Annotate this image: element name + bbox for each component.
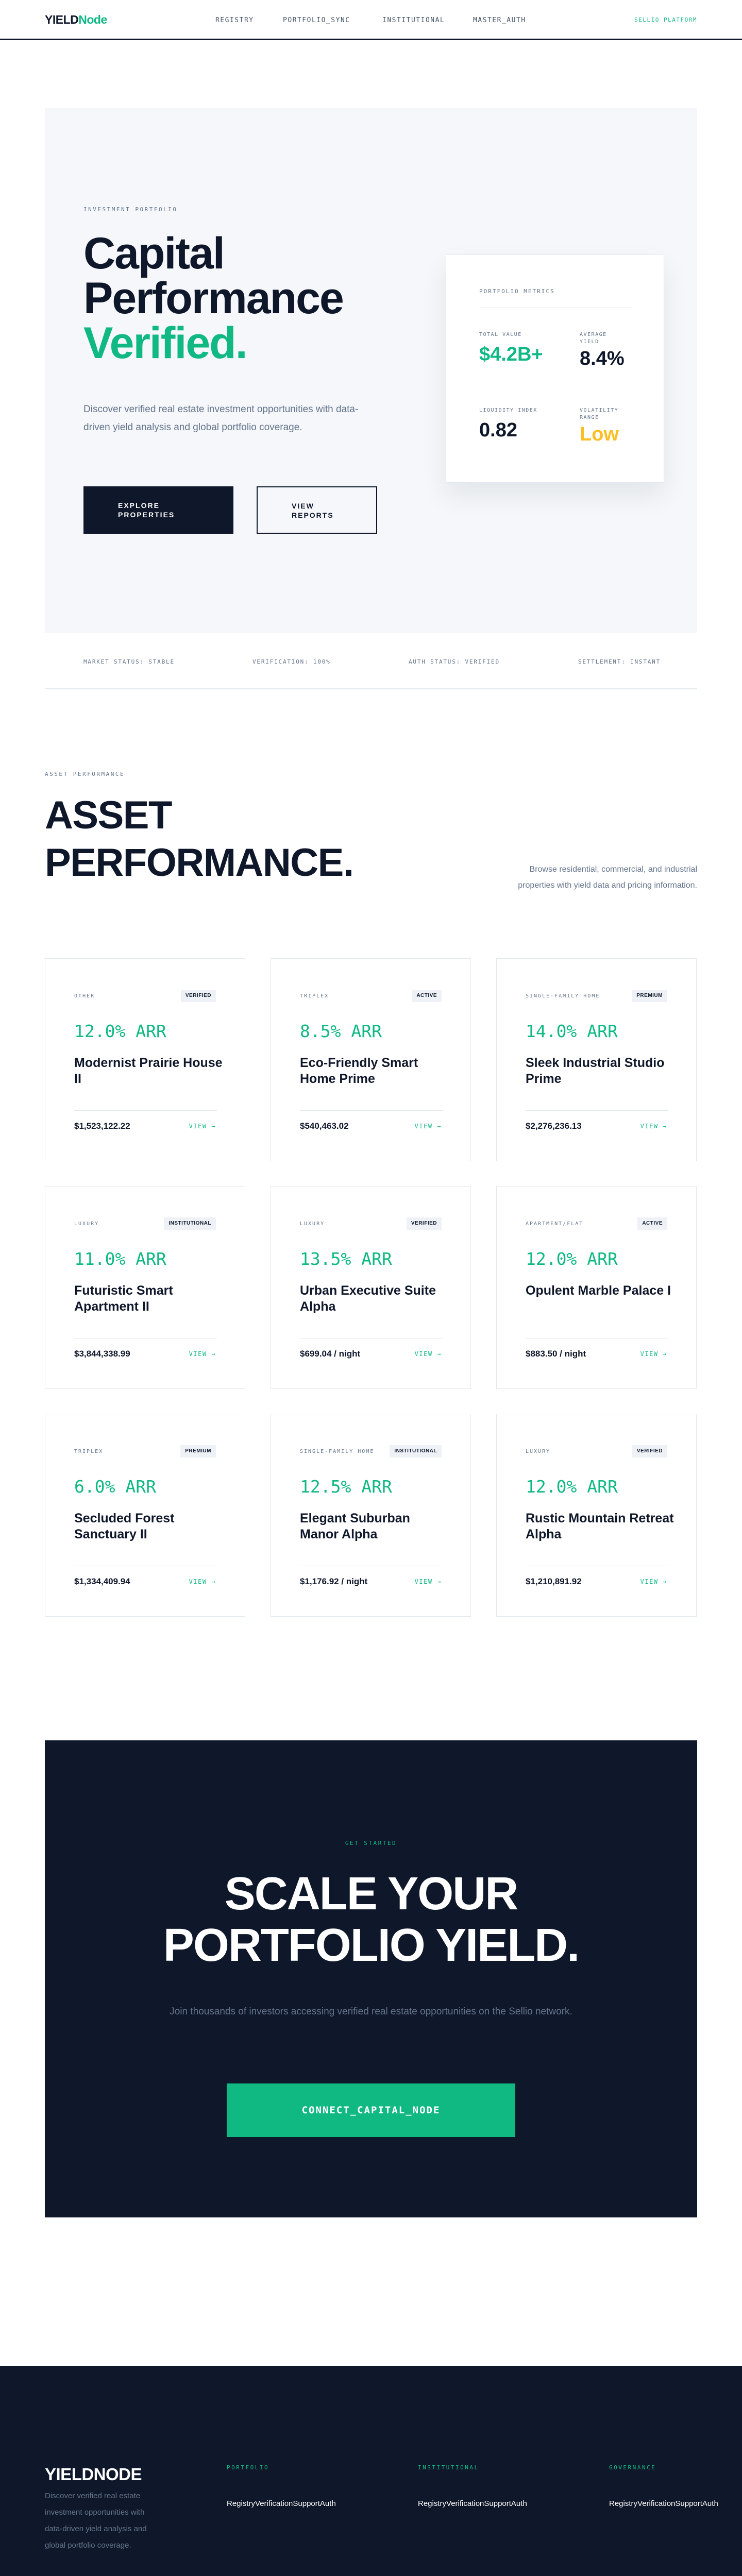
property-category: SINGLE-FAMILY HOME [526,993,600,999]
card-divider [300,1110,443,1111]
status-settlement: SETTLEMENT: INSTANT [578,658,661,665]
property-name: Sleek Industrial Studio Prime [526,1056,665,1086]
avg-yield: 8.4% [580,348,625,369]
status-bar [45,634,697,689]
avg-yield-label: AVERAGE YIELD [580,332,607,345]
status-badge: ACTIVE [412,990,442,1002]
property-arr: 14.0% ARR [526,1021,618,1041]
property-category: LUXURY [74,1221,99,1227]
property-name: Urban Executive Suite Alpha [300,1283,436,1314]
card-divider [526,1110,668,1111]
property-arr: 11.0% ARR [74,1249,166,1269]
property-price: $1,210,891.92 [526,1577,582,1586]
site-footer [0,2366,742,2576]
footer-links-institutional[interactable]: RegistryVerificationSupportAuth [418,2499,527,2508]
nav-registry[interactable]: REGISTRY [215,16,254,24]
logo[interactable]: YIELDNode [45,13,107,26]
property-card[interactable] [271,1414,471,1617]
status-badge: VERIFIED [181,990,216,1002]
property-name: Elegant Suburban Manor Alpha [300,1511,410,1541]
footer-heading-portfolio: PORTFOLIO [227,2464,269,2471]
nav-master-auth[interactable]: MASTER_AUTH [473,16,526,24]
property-card[interactable] [496,1414,697,1617]
status-badge: PREMIUM [632,990,667,1002]
property-category: APARTMENT/FLAT [526,1221,584,1227]
property-arr: 12.0% ARR [74,1021,166,1041]
view-property-link[interactable]: VIEW → [414,1123,442,1130]
view-property-link[interactable]: VIEW → [640,1123,667,1130]
hero-title: Capital Performance Verified. [83,229,343,368]
status-auth: AUTH STATUS: VERIFIED [409,658,500,665]
property-name: Opulent Marble Palace I [526,1283,671,1298]
hero-eyebrow: INVESTMENT PORTFOLIO [83,206,178,213]
volatility-value: Low [580,423,619,445]
header-platform-link[interactable]: SELLIO PLATFORM [634,16,697,23]
property-price: $540,463.02 [300,1121,349,1131]
property-price: $3,844,338.99 [74,1349,130,1359]
property-price: $1,176.92 / night [300,1577,368,1586]
property-arr: 13.5% ARR [300,1249,392,1269]
property-category: SINGLE-FAMILY HOME [300,1449,375,1454]
view-property-link[interactable]: VIEW → [189,1578,216,1585]
property-name: Secluded Forest Sanctuary II [74,1511,175,1541]
property-price: $699.04 / night [300,1349,361,1359]
nav-portfolio-sync[interactable]: PORTFOLIO_SYNC [283,16,350,24]
status-badge: VERIFIED [407,1217,442,1230]
view-reports-button[interactable]: VIEW REPORTS [257,486,377,534]
cta-description: Join thousands of investors accessing verified real estate opportunities on the Sellio network. [170,2006,572,2017]
portfolio-metrics-card [446,255,664,483]
status-badge: PREMIUM [180,1445,216,1458]
asset-title: ASSET PERFORMANCE. [45,793,353,885]
view-property-link[interactable]: VIEW → [640,1578,667,1585]
footer-heading-governance: GOVERNANCE [609,2464,656,2471]
view-property-link[interactable]: VIEW → [414,1350,442,1358]
status-badge: ACTIVE [637,1217,667,1230]
property-price: $883.50 / night [526,1349,586,1359]
explore-properties-button[interactable]: EXPLORE PROPERTIES [83,486,233,534]
property-arr: 12.0% ARR [526,1249,618,1269]
footer-description: Discover verified real estate investment opportunities with data-driven yield analysis and global portfolio coverage. [45,2492,147,2550]
footer-heading-institutional: INSTITUTIONAL [418,2464,479,2471]
property-arr: 12.0% ARR [526,1477,618,1497]
hero-description: Discover verified real estate investment opportunities with data-driven yield analysis and global portfolio coverage. [83,404,359,433]
total-value: $4.2B+ [479,344,543,365]
footer-logo[interactable]: YIELDNODE [45,2465,142,2484]
property-arr: 12.5% ARR [300,1477,392,1497]
card-divider [74,1110,217,1111]
property-price: $2,276,236.13 [526,1121,582,1131]
property-name: Futuristic Smart Apartment II [74,1283,173,1314]
property-card[interactable] [496,1186,697,1389]
view-property-link[interactable]: VIEW → [189,1350,216,1358]
property-card[interactable] [271,1186,471,1389]
volatility-label: VOLATILITY RANGE [580,408,619,420]
cta-eyebrow: GET STARTED [345,1840,397,1846]
property-price: $1,334,409.94 [74,1577,130,1586]
footer-links-governance[interactable]: RegistryVerificationSupportAuth [609,2499,718,2508]
asset-eyebrow: ASSET PERFORMANCE [45,771,125,777]
property-card[interactable] [496,958,697,1161]
view-property-link[interactable]: VIEW → [414,1578,442,1585]
property-category: TRIPLEX [300,993,329,999]
view-property-link[interactable]: VIEW → [189,1123,216,1130]
property-name: Eco-Friendly Smart Home Prime [300,1056,418,1086]
footer-links-portfolio[interactable]: RegistryVerificationSupportAuth [227,2499,336,2508]
property-price: $1,523,122.22 [74,1121,130,1131]
property-arr: 8.5% ARR [300,1021,382,1041]
liquidity-value: 0.82 [479,419,517,441]
liquidity-label: LIQUIDITY INDEX [479,408,537,413]
connect-capital-button[interactable]: CONNECT_CAPITAL_NODE [227,2083,515,2137]
total-value-label: TOTAL VALUE [479,332,522,337]
site-header [0,0,742,40]
property-category: OTHER [74,993,95,999]
cta-section [45,1740,697,2217]
property-name: Modernist Prairie House II [74,1056,223,1086]
status-market: MARKET STATUS: STABLE [83,658,175,665]
property-card[interactable] [45,958,245,1161]
status-badge: INSTITUTIONAL [390,1445,442,1458]
property-card[interactable] [45,1186,245,1389]
property-name: Rustic Mountain Retreat Alpha [526,1511,674,1541]
property-card[interactable] [271,958,471,1161]
nav-institutional[interactable]: INSTITUTIONAL [382,16,445,24]
cta-title: SCALE YOUR PORTFOLIO YIELD. [163,1868,579,1971]
status-badge: VERIFIED [632,1445,667,1458]
hero-section [45,108,697,633]
property-arr: 6.0% ARR [74,1477,156,1497]
metrics-title: PORTFOLIO METRICS [479,288,555,295]
property-card[interactable] [45,1414,245,1617]
property-category: LUXURY [526,1449,551,1454]
view-property-link[interactable]: VIEW → [640,1350,667,1358]
status-badge: INSTITUTIONAL [164,1217,216,1230]
status-verification: VERIFICATION: 100% [252,658,331,665]
property-category: TRIPLEX [74,1449,104,1454]
asset-description: Browse residential, commercial, and industrial properties with yield data and pricing information. [518,865,697,890]
property-category: LUXURY [300,1221,325,1227]
